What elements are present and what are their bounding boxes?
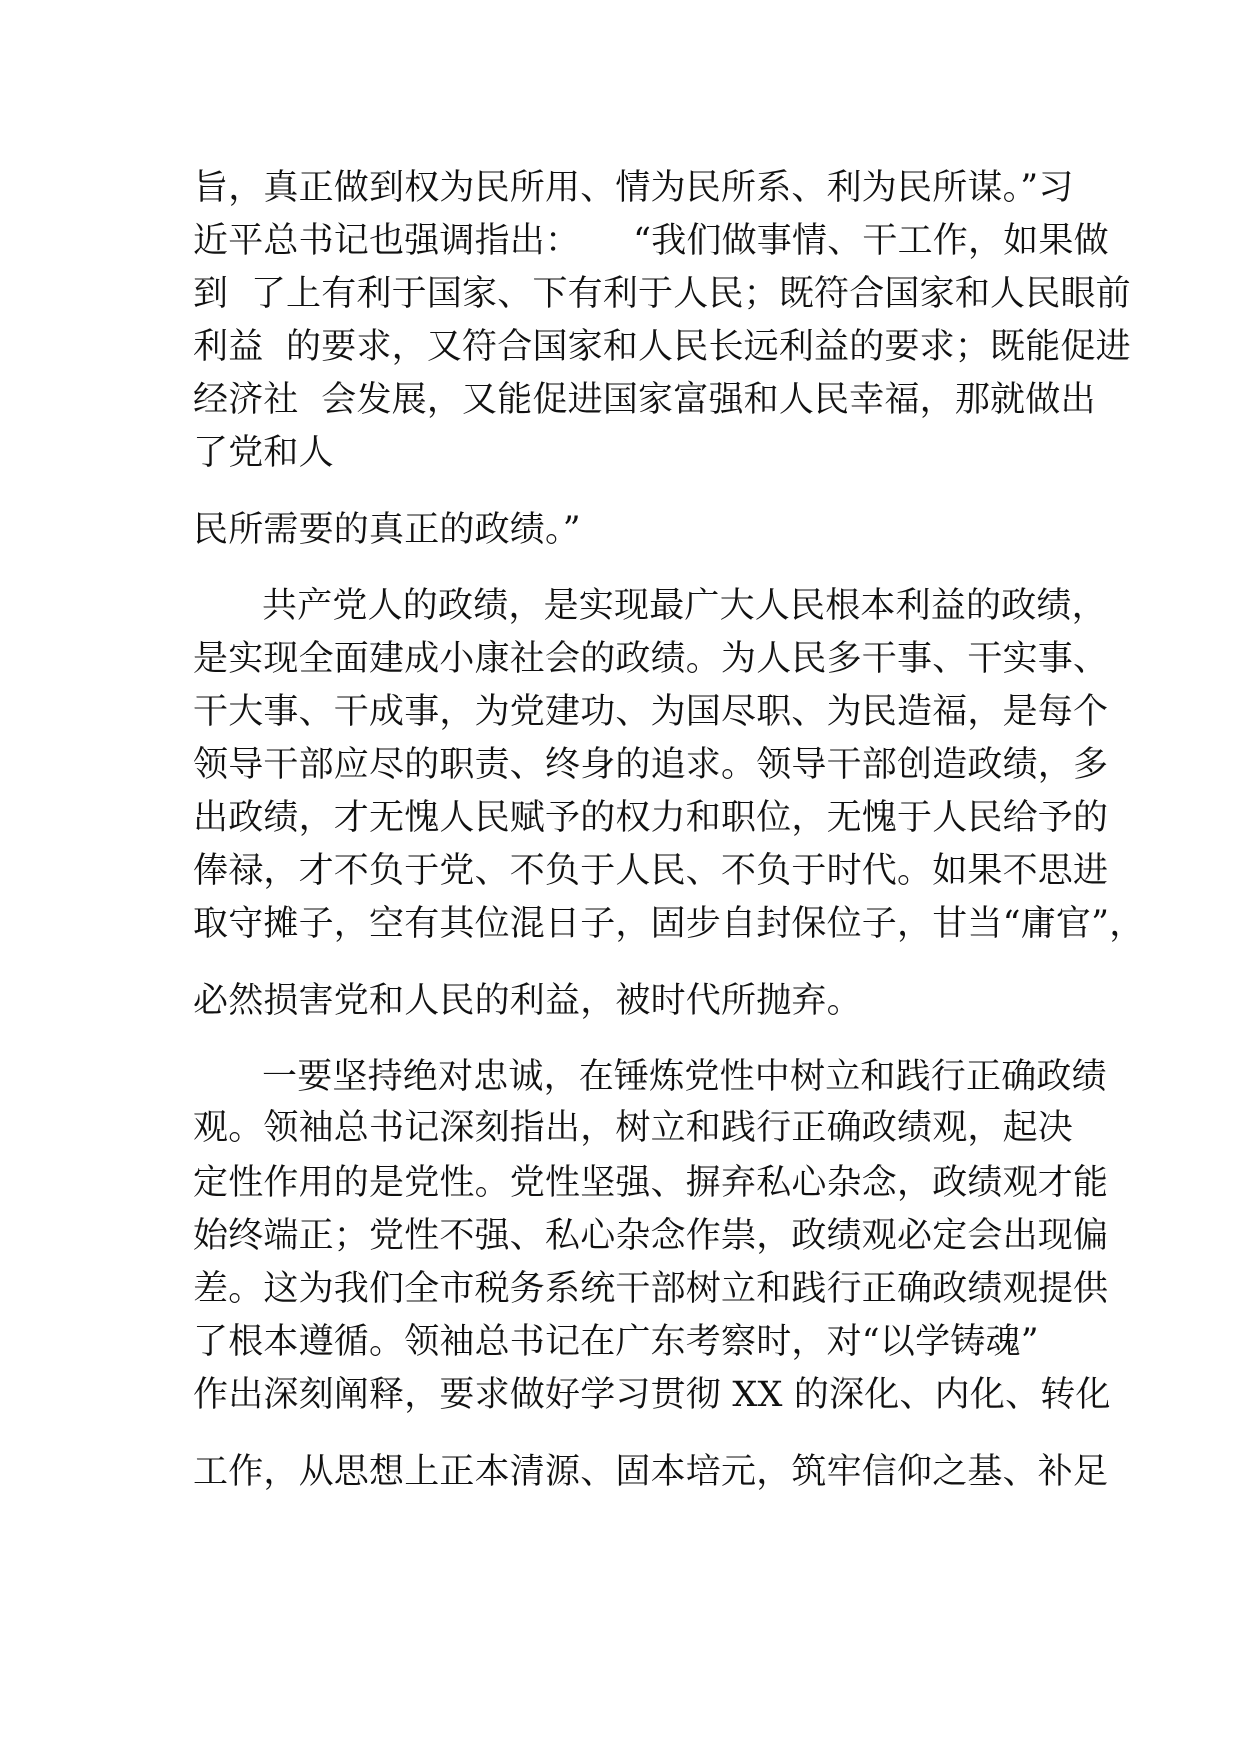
text-line: 到 了上有利于国家、下有利于人民；既符合国家和人民眼前	[193, 274, 1131, 314]
text-line: 始终端正；党性不强、私心杂念作祟，政绩观必定会出现偏	[193, 1216, 1109, 1256]
text-line: 取守摊子，空有其位混日子，固步自封保位子，甘当“庸官”，	[193, 904, 1145, 944]
text-line: 领导干部应尽的职责、终身的追求。领导干部创造政绩，多	[193, 745, 1109, 785]
text-line: 工作，从思想上正本清源、固本培元，筑牢信仰之基、补足	[193, 1452, 1109, 1492]
paragraph-first-line: 共产党人的政绩，是实现最广大人民根本利益的政绩，	[262, 586, 1107, 626]
text-line: 是实现全面建成小康社会的政绩。为人民多干事、干实事、	[193, 639, 1109, 679]
text-line: 定性作用的是党性。党性坚强、摒弃私心杂念，政绩观才能	[193, 1163, 1109, 1203]
text-line: 近平总书记也强调指出： “我们做事情、干工作，如果做	[193, 221, 1109, 261]
text-line: 利益 的要求，又符合国家和人民长远利益的要求；既能促进	[193, 327, 1131, 367]
text-line: 了党和人	[193, 433, 334, 473]
text-line: 经济社 会发展，又能促进国家富强和人民幸福，那就做出	[193, 380, 1096, 420]
text-line: 作出深刻阐释，要求做好学习贯彻 XX 的深化、内化、转化	[193, 1375, 1111, 1415]
text-line: 俸禄，才不负于党、不负于人民、不负于时代。如果不思进	[193, 851, 1109, 891]
text-line: 观。领袖总书记深刻指出，树立和践行正确政绩观，起决	[193, 1108, 1074, 1148]
text-line: 旨，真正做到权为民所用、情为民所系、利为民所谋。”习	[193, 168, 1074, 208]
text-line: 了根本遵循。领袖总书记在广东考察时，对“以学铸魂”	[193, 1322, 1039, 1362]
text-line: 民所需要的真正的政绩。”	[193, 510, 581, 550]
text-line: 必然损害党和人民的利益，被时代所抛弃。	[193, 981, 862, 1021]
text-line: 干大事、干成事，为党建功、为国尽职、为民造福，是每个	[193, 692, 1109, 732]
text-line: 出政绩，才无愧人民赋予的权力和职位，无愧于人民给予的	[193, 798, 1109, 838]
text-line: 差。这为我们全市税务系统干部树立和践行正确政绩观提供	[193, 1269, 1109, 1309]
paragraph-first-line: 一要坚持绝对忠诚，在锤炼党性中树立和践行正确政绩	[262, 1057, 1107, 1097]
